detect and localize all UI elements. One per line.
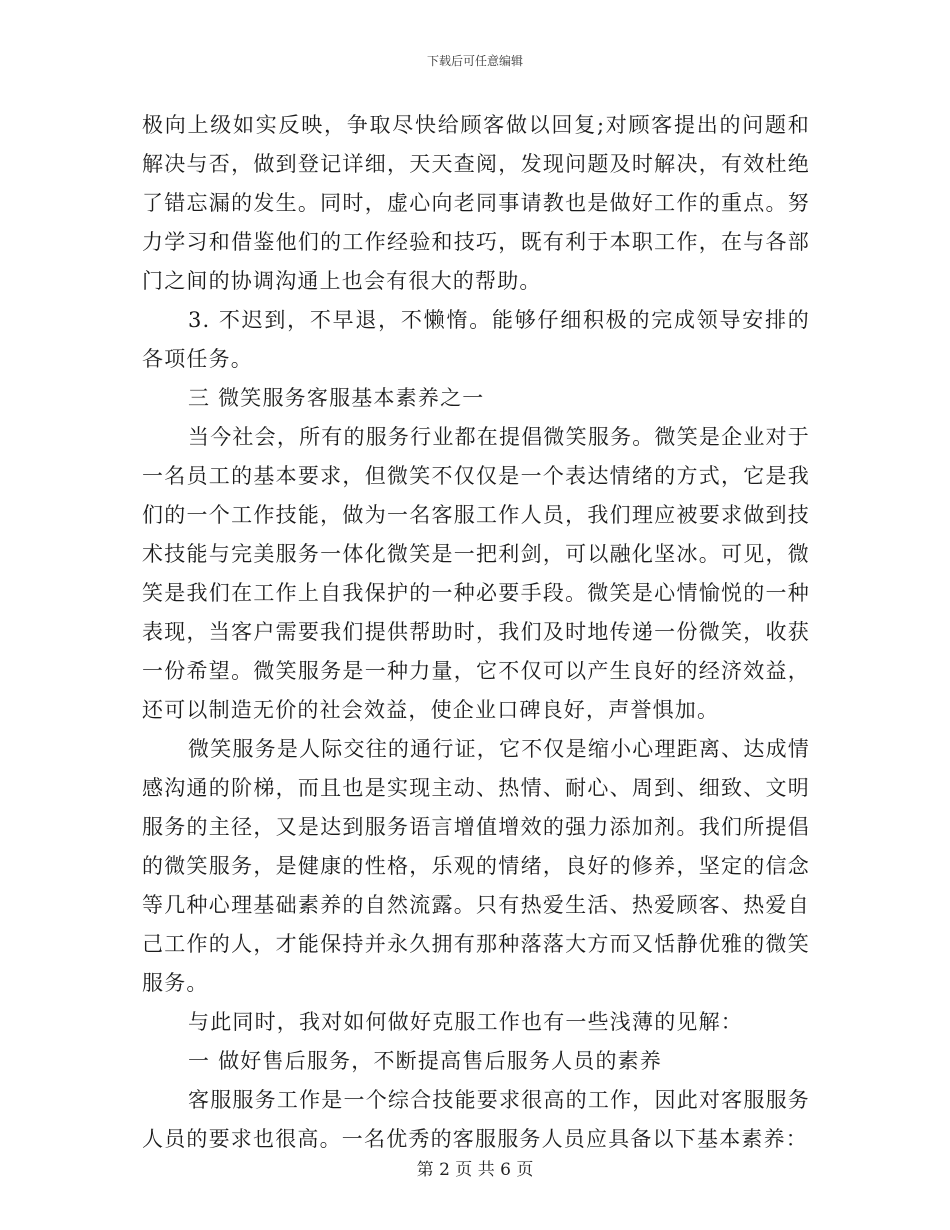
paragraph-5: 微笑服务是人际交往的通行证，它不仅是缩小心理距离、达成情感沟通的阶梯，而且也是实现主动、热情、耐心、周到、细致、文明服务的主径，又是达到服务语言增值增效的强力添加剂。我们所提倡的微笑服务，是健康的性格，乐观的情绪，良好的修养，坚定的信念等几种心理基础素养的自然流露。只有热爱生活、热爱顾客、热爱自己工作的人，才能保持并永久拥有那种落落大方而又恬静优雅的微笑服务。 bbox=[142, 737, 810, 995]
paragraph-1: 极向上级如实反映，争取尽快给顾客做以回复;对顾客提出的问题和解决与否，做到登记详细，天天查阅，发现问题及时解决，有效杜绝了错忘漏的发生。同时，虚心向老同事请教也是做好工作的重点。努力学习和借鉴他们的工作经验和技巧，既有利于本职工作，在与各部门之间的协调沟通上也会有很大的帮助。 bbox=[142, 113, 810, 293]
paragraph-8: 客服服务工作是一个综合技能要求很高的工作，因此对客服服务人员的要求也很高。一名优秀的客服服务人员应具备以下基本素养： bbox=[142, 1088, 810, 1151]
page-number: 第 2 页 共 6 页 bbox=[416, 1160, 534, 1180]
section-heading-1: 一 做好售后服务，不断提高售后服务人员的素养 bbox=[188, 1049, 663, 1073]
paragraph-6: 与此同时，我对如何做好克服工作也有一些浅薄的见解： bbox=[188, 1010, 743, 1034]
paragraph-2: 3. 不迟到，不早退，不懒惰。能够仔细积极的完成领导安排的各项任务。 bbox=[142, 308, 810, 371]
page-header: 下载后可任意编辑 bbox=[426, 54, 523, 68]
section-heading-3: 三 微笑服务客服基本素养之一 bbox=[188, 386, 485, 410]
paragraph-4: 当今社会，所有的服务行业都在提倡微笑服务。微笑是企业对于一名员工的基本要求，但微笑不仅仅是一个表达情绪的方式，它是我们的一个工作技能，做为一名客服工作人员，我们理应被要求做到技术技能与完美服务一体化微笑是一把利剑，可以融化坚冰。可见，微笑是我们在工作上自我保护的一种必要手段。微笑是心情愉悦的一种表现，当客户需要我们提供帮助时，我们及时地传递一份微笑，收获一份希望。微笑服务是一种力量，它不仅可以产生良好的经济效益，还可以制造无价的社会效益，使企业口碑良好，声誉惧加。 bbox=[142, 425, 810, 722]
document-body bbox=[142, 106, 810, 1159]
